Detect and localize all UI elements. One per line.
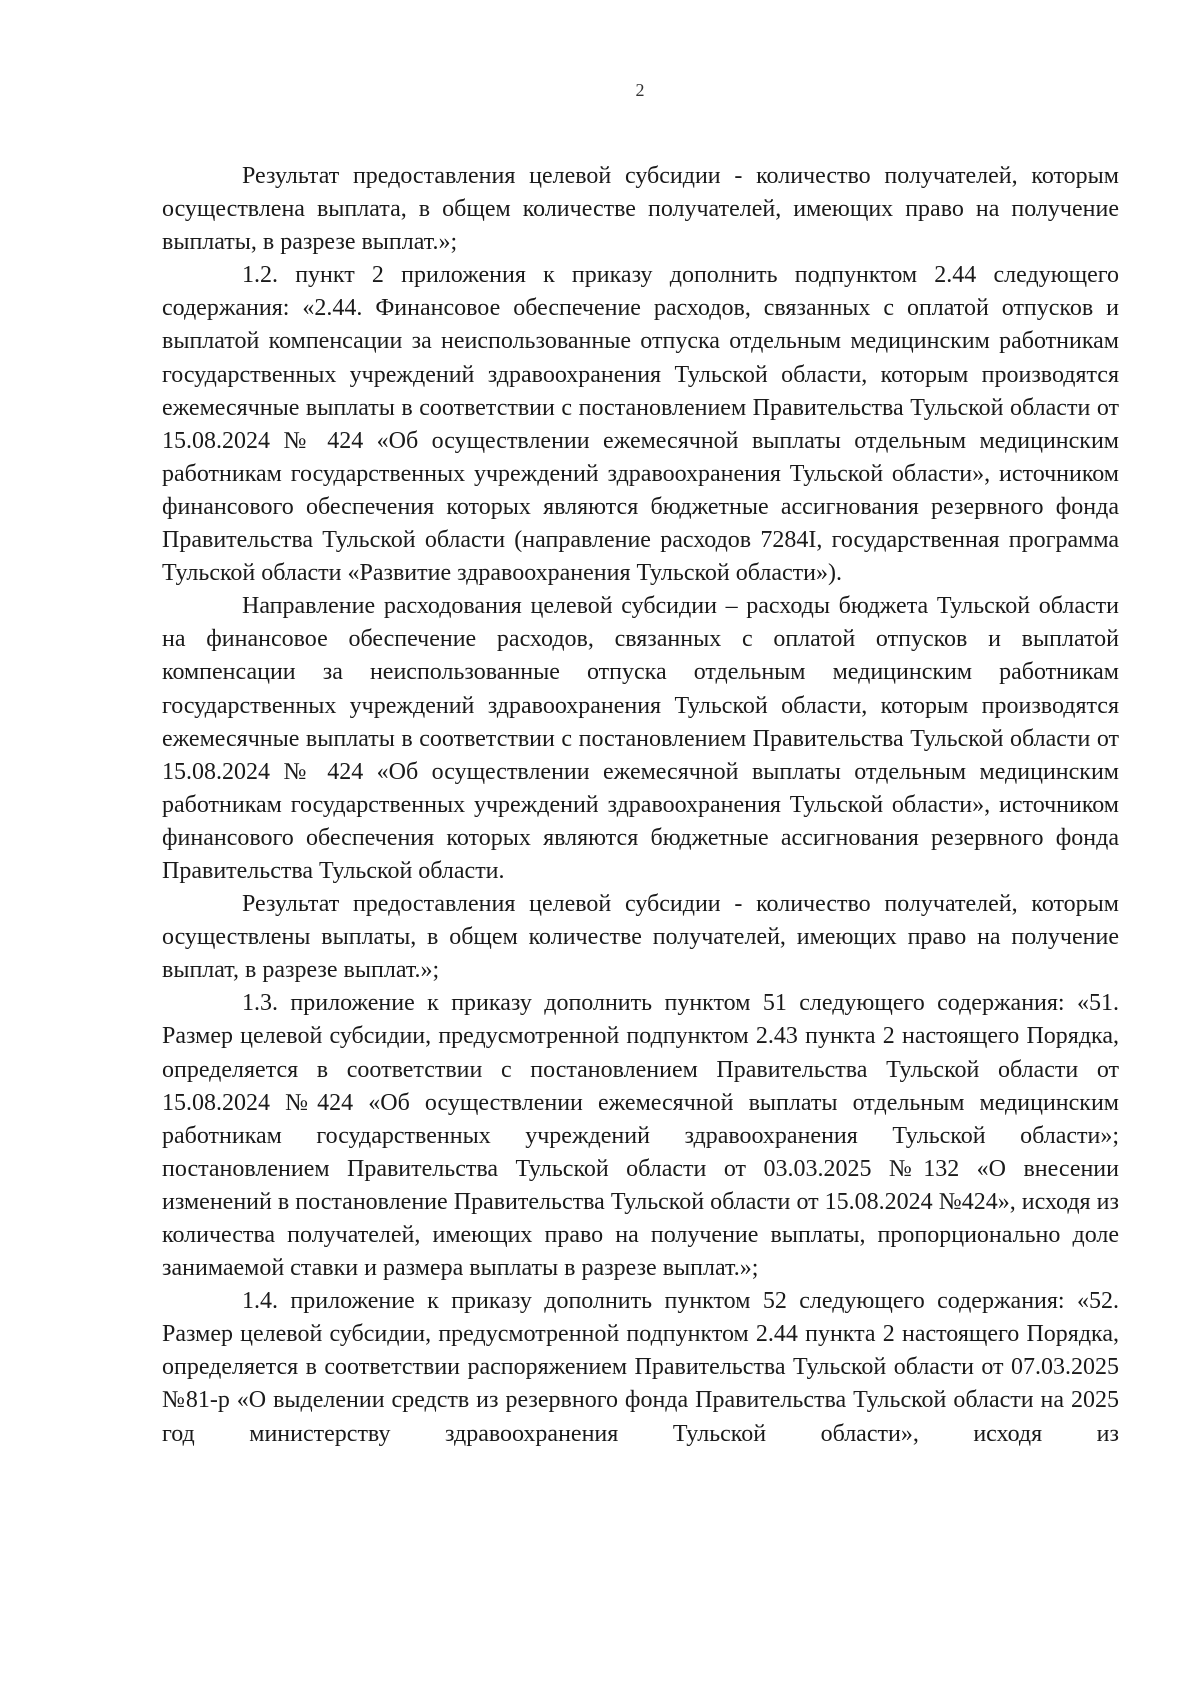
paragraph-item-1-3: 1.3. приложение к приказу дополнить пунктом 51 следующего содержания: «51. Размер целевой субсидии, предусмотренной подпунктом 2.43 пункта 2 настоящего Порядка, определяется в соответствии с постановлением Правительства Тульской области от 15.08.2024 №424 «Об осуществлении ежемесячной выплаты отдельным медицинским работникам государственных учреждений здравоохранения Тульской области»; постановлением Правительства Тульской области от 03.03.2025 №132 «О внесении изменений в постановление Правительства Тульской области от 15.08.2024 №424», исходя из количества получателей, имеющих право на получение выплаты, пропорционально доле занимаемой ставки и размера выплаты в разрезе выплат.»;: [162, 990, 1119, 1282]
document-body: [162, 160, 1119, 1451]
paragraph-item-1-2: 1.2. пункт 2 приложения к приказу дополнить подпунктом 2.44 следующего содержания: «2.44. Финансовое обеспечение расходов, связанных с оплатой отпусков и выплатой компенсации за неиспользованные отпуска отдельным медицинским работникам государственных учреждений здравоохранения Тульской области, которым производятся ежемесячные выплаты в соответствии с постановлением Правительства Тульской области от 15.08.2024 № 424 «Об осуществлении ежемесячной выплаты отдельным медицинским работникам государственных учреждений здравоохранения Тульской области», источником финансового обеспечения которых являются бюджетные ассигнования резервного фонда Правительства Тульской области (направление расходов 7284I, государственная программа Тульской области «Развитие здравоохранения Тульской области»).: [162, 262, 1119, 587]
paragraph-item-1-4: 1.4. приложение к приказу дополнить пунктом 52 следующего содержания: «52. Размер целевой субсидии, предусмотренной подпунктом 2.44 пункта 2 настоящего Порядка, определяется в соответствии распоряжением Правительства Тульской области от 07.03.2025 №81-р «О выделении средств из резервного фонда Правительства Тульской области на 2025 год министерству здравоохранения Тульской области», исходя из: [162, 1288, 1119, 1447]
paragraph-result-2: Результат предоставления целевой субсидии - количество получателей, которым осуществлены выплаты, в общем количестве получателей, имеющих право на получение выплат, в разрезе выплат.»;: [162, 891, 1119, 984]
page-number: 2: [635, 80, 645, 100]
paragraph-result-1: Результат предоставления целевой субсидии - количество получателей, которым осуществлена выплата, в общем количестве получателей, имеющих право на получение выплаты, в разрезе выплат.»;: [162, 163, 1119, 256]
paragraph-direction: Направление расходования целевой субсидии – расходы бюджета Тульской области на финансовое обеспечение расходов, связанных с оплатой отпусков и выплатой компенсации за неиспользованные отпуска отдельным медицинским работникам государственных учреждений здравоохранения Тульской области, которым производятся ежемесячные выплаты в соответствии с постановлением Правительства Тульской области от 15.08.2024 № 424 «Об осуществлении ежемесячной выплаты отдельным медицинским работникам государственных учреждений здравоохранения Тульской области», источником финансового обеспечения которых являются бюджетные ассигнования резервного фонда Правительства Тульской области.: [162, 593, 1119, 884]
